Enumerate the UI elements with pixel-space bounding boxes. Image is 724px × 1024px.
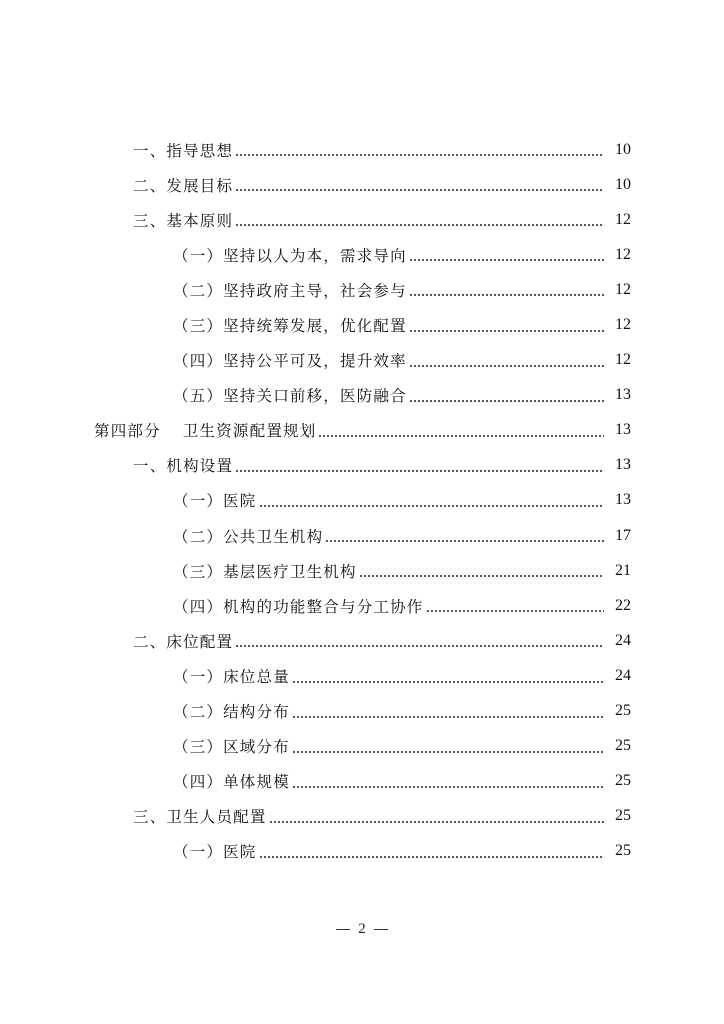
toc-entry-page: 21 [615,561,631,579]
toc-entry[interactable] [0,764,724,799]
toc-leader-dots [292,681,604,683]
toc-entry[interactable] [0,343,724,378]
toc-leader-dots [409,365,604,367]
page-footer [0,921,724,938]
toc-entry-page: 25 [615,702,631,720]
toc-leader-dots [426,610,604,612]
toc-entry-page: 12 [615,316,631,334]
toc-entry[interactable] [0,272,724,307]
toc-entry-page: 24 [615,631,631,649]
toc-leader-dots [235,645,604,647]
toc-leader-dots [235,154,604,156]
toc-entry-page: 22 [615,596,631,614]
toc-entry[interactable] [0,623,724,658]
toc-entry[interactable] [0,553,724,588]
toc-entry-title: （五）坚持关口前移，医防融合 [173,387,407,406]
toc-entry[interactable] [0,237,724,272]
toc-entry-title: （一）医院 [173,843,257,862]
toc-leader-dots [235,470,604,472]
toc-entry[interactable] [0,167,724,202]
toc-entry-title: （一）床位总量 [173,667,290,686]
toc-entry-page: 13 [615,421,631,439]
toc-entry-title: （二）公共卫生机构 [173,527,324,546]
toc-entry[interactable] [0,202,724,237]
toc-leader-dots [259,856,604,858]
toc-entry-title: （一）坚持以人为本，需求导向 [173,246,407,265]
toc-entry-page: 13 [615,456,631,474]
toc-entry[interactable] [0,658,724,693]
toc-part-title: 卫生资源配置规划 [182,422,317,441]
toc-entry-page: 12 [615,210,631,228]
toc-entry-page: 13 [615,386,631,404]
toc-leader-dots [409,330,604,332]
toc-leader-dots [325,540,604,542]
toc-entry[interactable] [0,518,724,553]
toc-entry-page: 25 [615,737,631,755]
toc-entry-page: 12 [615,280,631,298]
toc-leader-dots [292,786,604,788]
toc-entry-page: 12 [615,351,631,369]
toc-entry-page: 10 [615,140,631,158]
toc-entry-title: 三、基本原则 [133,211,234,230]
toc-entry-title: （三）区域分布 [173,738,290,757]
toc-entry-page: 25 [615,772,631,790]
toc-part-heading [94,419,316,441]
toc-entry-title: （三）坚持统筹发展，优化配置 [173,317,407,336]
toc-entry-title: （四）坚持公平可及，提升效率 [173,352,407,371]
toc-leader-dots [292,716,604,718]
toc-entry-title: 一、机构设置 [133,457,234,476]
toc-entry-page: 24 [615,666,631,684]
toc-entry-page: 12 [615,245,631,263]
toc-part-entry[interactable] [0,413,724,448]
page-number: 2 [358,921,366,937]
toc-entry-page: 25 [615,807,631,825]
toc-entry[interactable] [0,378,724,413]
toc-entry-page: 13 [615,491,631,509]
toc-entry[interactable] [0,448,724,483]
footer-dash-left [336,929,350,930]
toc-leader-dots [235,189,604,191]
toc-leader-dots [409,400,604,402]
toc-entry[interactable] [0,483,724,518]
toc-entry-title: （二）坚持政府主导，社会参与 [173,281,407,300]
toc-entry-title: 三、卫生人员配置 [133,808,267,827]
toc-entry[interactable] [0,694,724,729]
toc-entry-page: 25 [615,842,631,860]
footer-dash-right [374,929,388,930]
toc-leader-dots [359,575,604,577]
toc-leader-dots [409,294,604,296]
toc-entry-title: （三）基层医疗卫生机构 [173,562,357,581]
toc-entry[interactable] [0,588,724,623]
toc-entry[interactable] [0,729,724,764]
toc-leader-dots [235,224,604,226]
toc-entry[interactable] [0,132,724,167]
toc-entry[interactable] [0,307,724,342]
toc-entry[interactable] [0,834,724,869]
toc-entry-title: （一）医院 [173,492,257,511]
toc-entry-title: （二）结构分布 [173,703,290,722]
toc-entry-page: 17 [615,526,631,544]
toc-entry[interactable] [0,799,724,834]
toc-leader-dots [259,505,604,507]
toc-entry-page: 10 [615,175,631,193]
toc-entry-title: （四）机构的功能整合与分工协作 [173,597,424,616]
table-of-contents [0,132,724,869]
toc-leader-dots [292,751,604,753]
toc-entry-title: 二、发展目标 [133,176,234,195]
toc-part-label: 第四部分 [94,422,161,441]
toc-leader-dots [318,435,604,437]
toc-entry-title: 二、床位配置 [133,632,234,651]
toc-leader-dots [409,259,604,261]
toc-entry-title: （四）单体规模 [173,773,290,792]
toc-leader-dots [269,821,604,823]
toc-entry-title: 一、指导思想 [133,141,234,160]
